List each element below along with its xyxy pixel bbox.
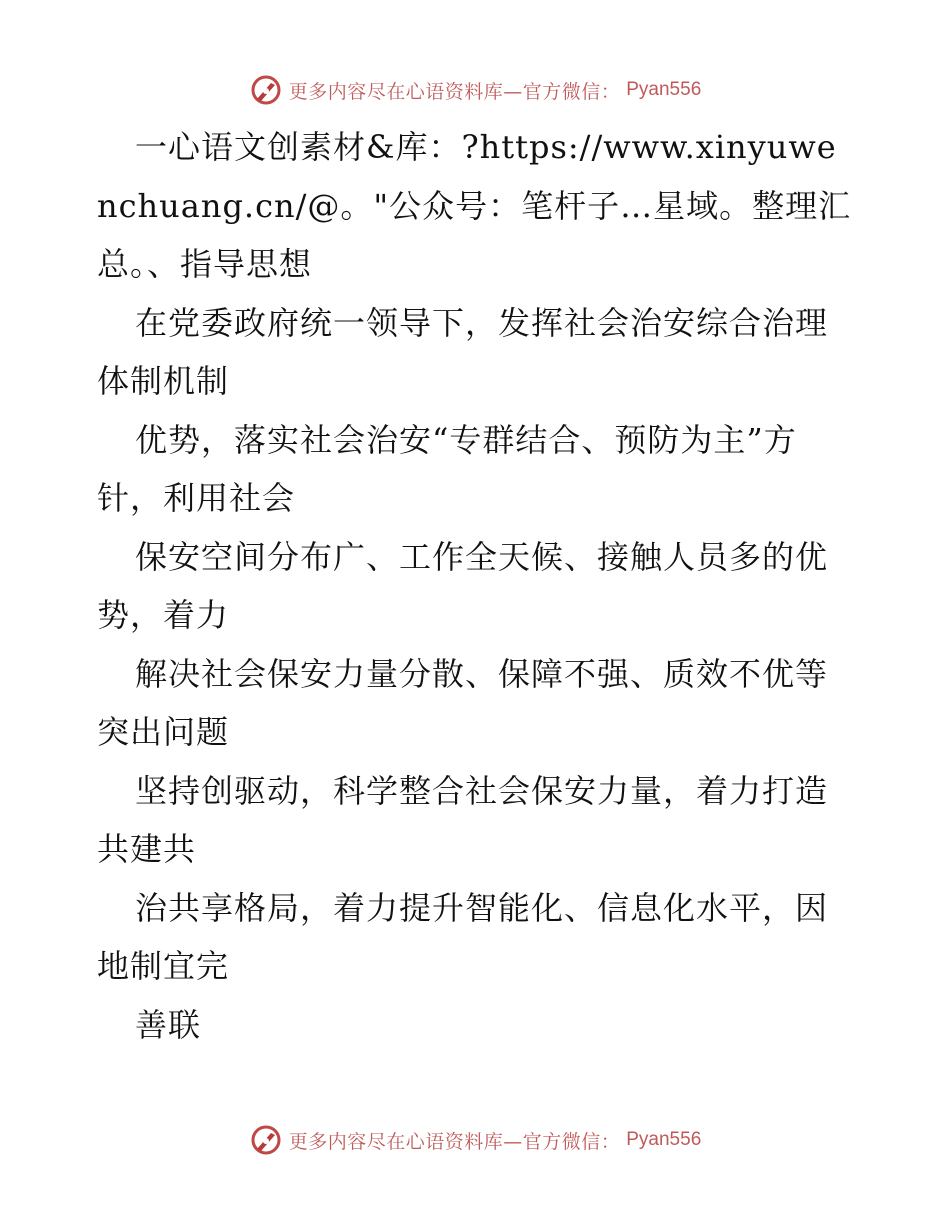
paragraph: 保安空间分布广、工作全天候、接触人员多的优势，着力: [97, 537, 829, 634]
banner-text: 更多内容尽在心语资料库—官方微信：: [288, 80, 621, 103]
pen-logo-icon: [249, 1123, 283, 1157]
paragraph: 在党委政府统一领导下，发挥社会治安综合治理体制机制: [97, 303, 829, 400]
banner-account: Pyan556: [626, 1129, 702, 1150]
paragraph: 坚持创驱动，科学整合社会保安力量，着力打造共建共: [97, 771, 829, 868]
banner-account: Pyan556: [626, 79, 702, 100]
pen-logo-icon: [249, 73, 283, 107]
footer-banner: [0, 1120, 950, 1160]
banner-text: 更多内容尽在心语资料库—官方微信：: [288, 1130, 621, 1153]
paragraph: 治共享格局，着力提升智能化、信息化水平，因地制宜完: [97, 888, 829, 985]
paragraph: 解决社会保安力量分散、保障不强、质效不优等突出问题: [97, 654, 829, 751]
header-banner: [0, 70, 950, 110]
paragraph: 一心语文创素材&库：?https://www.xinyuwenchuang.cn/@。"公众号：笔杆子…星域。整理汇总。、指导思想: [97, 128, 852, 283]
paragraph: 善联: [135, 1005, 202, 1044]
document-body: [97, 118, 857, 1054]
paragraph: 优势，落实社会治安“专群结合、预防为主”方针，利用社会: [97, 420, 797, 517]
